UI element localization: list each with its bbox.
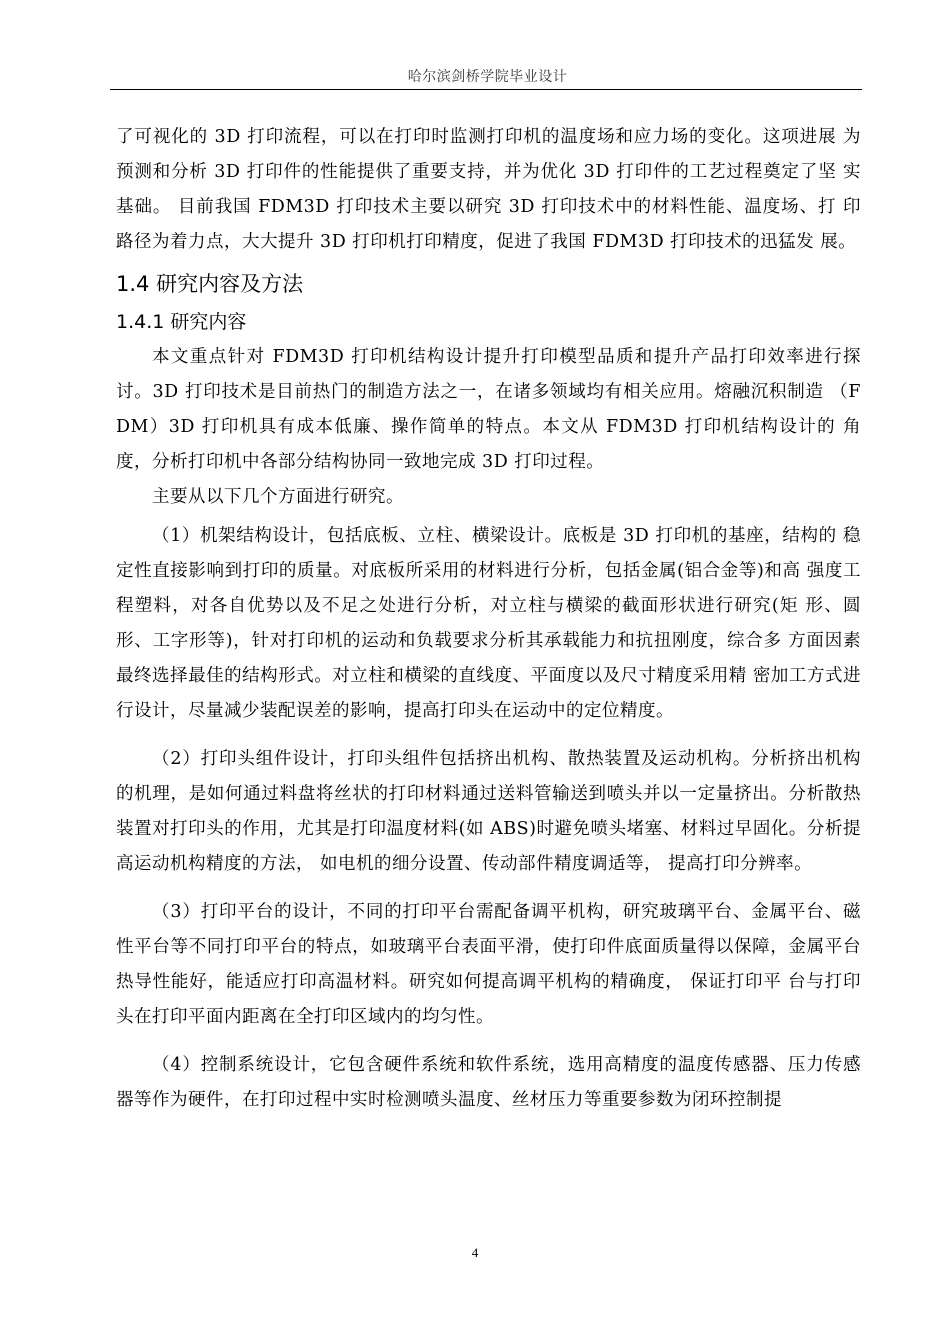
research-paragraph: 本文重点针对 FDM3D 打印机结构设计提升打印模型品质和提升产品打印效率进行探 讨。3D 打印技术是目前热门的制造方法之一，在诸多领域均有相关应用。熔融沉积制造 （FDM）3D 打印机具有成本低廉、操作简单的特点。本文从 FDM3D 打印机结构设计的 角度，分析打印机中各部分结构协同一致地完成 3D 打印过程。: [116, 347, 861, 472]
intro-paragraph: 了可视化的 3D 打印流程，可以在打印时监测打印机的温度场和应力场的变化。这项进展 为预测和分析 3D 打印件的性能提供了重要支持，并为优化 3D 打印件的工艺过程奠定了坚 实基础。 目前我国 FDM3D 打印技术主要以研究 3D 打印技术中的材料性能、温度场、打 印路径为着力点，大大提升 3D 打印机打印精度，促进了我国 FDM3D 打印技术的迅猛发 展。: [116, 127, 861, 252]
research-item-printhead: （2）打印头组件设计，打印头组件包括挤出机构、散热装置及运动机构。分析挤出机构的机理，是如何通过料盘将丝状的打印材料通过送料管输送到喷头并以一定量挤出。分析散热装置对打印头的作用，尤其是打印温度材料(如 ABS)时避免喷头堵塞、材料过早固化。分析提高运动机构精度的方法， 如电机的细分设置、传动部件精度调适等， 提高打印分辨率。: [116, 749, 861, 874]
section-heading: 1.4 研究内容及方法: [116, 272, 304, 296]
research-item-frame: （1）机架结构设计，包括底板、立柱、横梁设计。底板是 3D 打印机的基座，结构的 稳定性直接影响到打印的质量。对底板所采用的材料进行分析，包括金属(铝合金等)和高 强度工程塑料，对各自优势以及不足之处进行分析，对立柱与横梁的截面形状进行研究(矩 形、圆形、工字形等)，针对打印机的运动和负载要求分析其承载能力和抗扭刚度，综合多 方面因素最终选择最佳的结构形式。对立柱和横梁的直线度、平面度以及尺寸精度采用精 密加工方式进行设计，尽量减少装配误差的影响，提高打印头在运动中的定位精度。: [116, 526, 861, 721]
research-item-platform: （3）打印平台的设计，不同的打印平台需配备调平机构，研究玻璃平台、金属平台、磁性平台等不同打印平台的特点，如玻璃平台表面平滑，使打印件底面质量得以保障，金属平台热导性能好，能适应打印高温材料。研究如何提高调平机构的精确度， 保证打印平 台与打印头在打印平面内距离在全打印区域内的均匀性。: [116, 902, 861, 1027]
page-header: 哈尔滨剑桥学院毕业设计: [407, 69, 568, 85]
research-item-control: （4）控制系统设计，它包含硬件系统和软件系统，选用高精度的温度传感器、压力传感器等作为硬件，在打印过程中实时检测喷头温度、丝材压力等重要参数为闭环控制提: [116, 1055, 861, 1110]
research-aspects-intro: 主要从以下几个方面进行研究。: [152, 487, 404, 507]
header-divider: [110, 89, 862, 90]
page-number: 4: [471, 1245, 479, 1260]
subsection-heading: 1.4.1 研究内容: [116, 311, 247, 333]
page-body: [116, 120, 861, 1118]
